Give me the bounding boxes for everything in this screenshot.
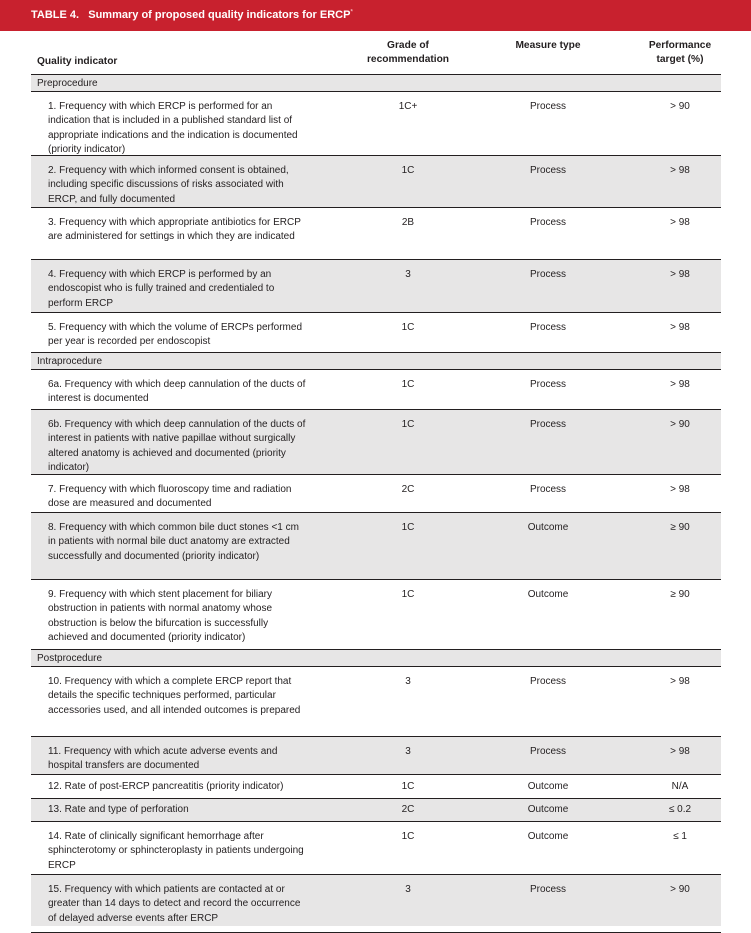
grade-cell: 3 (405, 746, 411, 757)
grade-cell: 1C (401, 165, 415, 176)
measure-cell: Outcome (527, 589, 569, 600)
section-preprocedure: Preprocedure (31, 75, 721, 92)
table-row (31, 208, 721, 260)
table-row (31, 737, 721, 775)
table-label: TABLE 4. (31, 9, 80, 21)
table-row (31, 775, 721, 799)
section-postprocedure: Postprocedure (31, 650, 721, 667)
target-cell: > 98 (670, 165, 690, 176)
grade-cell: 2C (401, 804, 415, 815)
table-row (31, 313, 721, 353)
target-cell: > 98 (670, 484, 690, 495)
indicator-cell: 9. Frequency with which stent placement for biliary obstruction in patients with normal anatomy whose obstruction is below the bifurcation is successfully achieved and documented (priority indicator) (48, 589, 273, 643)
indicator-cell: 8. Frequency with which common bile duct stones <1 cm in patients with normal bile duct anatomy are extracted successfully and documented (priority indicator) (48, 522, 299, 562)
measure-cell: Outcome (527, 522, 569, 533)
grade-cell: 1C (401, 831, 415, 842)
target-cell: ≥ 90 (670, 589, 690, 600)
table-title: Summary of proposed quality indicators for ERCP (88, 9, 351, 21)
measure-cell: Process (529, 379, 567, 390)
table-row (31, 156, 721, 208)
header-quality-indicator: Quality indicator (37, 56, 118, 67)
table-row (31, 667, 721, 737)
header-measure-type: Measure type (515, 40, 581, 51)
target-cell: > 90 (670, 419, 690, 430)
title-footnote-mark: * (350, 9, 353, 16)
grade-cell: 1C (401, 522, 415, 533)
table-row (31, 799, 721, 822)
indicator-cell: 13. Rate and type of perforation (48, 804, 189, 815)
measure-cell: Process (529, 884, 567, 895)
indicator-cell: 7. Frequency with which fluoroscopy time and radiation dose are measured and documented (48, 484, 292, 510)
table-row (31, 513, 721, 580)
measure-cell: Process (529, 217, 567, 228)
measure-cell: Process (529, 484, 567, 495)
indicator-cell: 6b. Frequency with which deep cannulation of the ducts of interest in patients with native papillae without surgically altered anatomy is achieved and documented (priority indicator) (48, 419, 306, 473)
table-row (31, 92, 721, 156)
grade-cell: 1C+ (398, 101, 418, 112)
measure-cell: Process (529, 419, 567, 430)
target-cell: > 98 (670, 217, 690, 228)
section-intraprocedure: Intraprocedure (31, 353, 721, 370)
indicator-cell: 10. Frequency with which a complete ERCP report that details the specific techniques performed, particular accessories used, and all intended outcomes is prepared (48, 676, 301, 716)
indicator-cell: 15. Frequency with which patients are contacted at or greater than 14 days to detect and record the occurrence of delayed adverse events after ERCP (48, 884, 301, 924)
target-cell: > 98 (670, 379, 690, 390)
target-cell: > 98 (670, 676, 690, 687)
table-row (31, 370, 721, 410)
indicator-cell: 11. Frequency with which acute adverse events and hospital transfers are documented (48, 746, 278, 772)
measure-cell: Outcome (527, 781, 569, 792)
indicator-cell: 6a. Frequency with which deep cannulation of the ducts of interest is documented (48, 379, 306, 405)
indicator-cell: 14. Rate of clinically significant hemorrhage after sphincterotomy or sphincteroplasty in patients undergoing ERCP (48, 831, 304, 871)
target-cell: > 90 (670, 884, 690, 895)
grade-cell: 1C (401, 322, 415, 333)
header-grade: Grade of recommendation (366, 40, 450, 65)
indicator-cell: 12. Rate of post-ERCP pancreatitis (priority indicator) (48, 781, 284, 792)
table-row (31, 260, 721, 313)
measure-cell: Process (529, 322, 567, 333)
table-title-bar (0, 0, 751, 31)
target-cell: > 98 (670, 269, 690, 280)
grade-cell: 3 (405, 884, 411, 895)
measure-cell: Outcome (527, 831, 569, 842)
target-cell: N/A (671, 781, 689, 792)
indicator-cell: 1. Frequency with which ERCP is performed for an indication that is included in a published standard list of appropriate indications and the indication is documented (priority indicator) (48, 101, 298, 155)
grade-cell: 3 (405, 676, 411, 687)
measure-cell: Process (529, 746, 567, 757)
grade-cell: 3 (405, 269, 411, 280)
table-row (31, 475, 721, 513)
target-cell: > 98 (670, 322, 690, 333)
grade-cell: 2C (401, 484, 415, 495)
table-header (31, 38, 721, 74)
target-cell: > 90 (670, 101, 690, 112)
measure-cell: Process (529, 165, 567, 176)
indicator-cell: 2. Frequency with which informed consent is obtained, including specific discussions of risks associated with ERCP, and fully documented (48, 165, 289, 205)
target-cell: ≤ 0.2 (668, 804, 692, 815)
target-cell: ≤ 1 (673, 831, 687, 842)
table-row (31, 410, 721, 475)
grade-cell: 1C (401, 781, 415, 792)
header-performance-target: Performance target (%) (648, 40, 712, 65)
measure-cell: Outcome (527, 804, 569, 815)
measure-cell: Process (529, 101, 567, 112)
indicator-cell: 3. Frequency with which appropriate antibiotics for ERCP are administered for settings in which they are indicated (48, 217, 301, 243)
table-row (31, 580, 721, 650)
target-cell: ≥ 90 (670, 522, 690, 533)
table-row (31, 875, 721, 926)
table-row (31, 822, 721, 875)
target-cell: > 98 (670, 746, 690, 757)
grade-cell: 2B (401, 217, 415, 228)
measure-cell: Process (529, 269, 567, 280)
indicator-cell: 5. Frequency with which the volume of ERCPs performed per year is recorded per endoscopist (48, 322, 302, 348)
grade-cell: 1C (401, 419, 415, 430)
measure-cell: Process (529, 676, 567, 687)
table-body (31, 75, 721, 926)
grade-cell: 1C (401, 589, 415, 600)
grade-cell: 1C (401, 379, 415, 390)
indicator-cell: 4. Frequency with which ERCP is performed by an endoscopist who is fully trained and credentialed to perform ERCP (48, 269, 275, 309)
